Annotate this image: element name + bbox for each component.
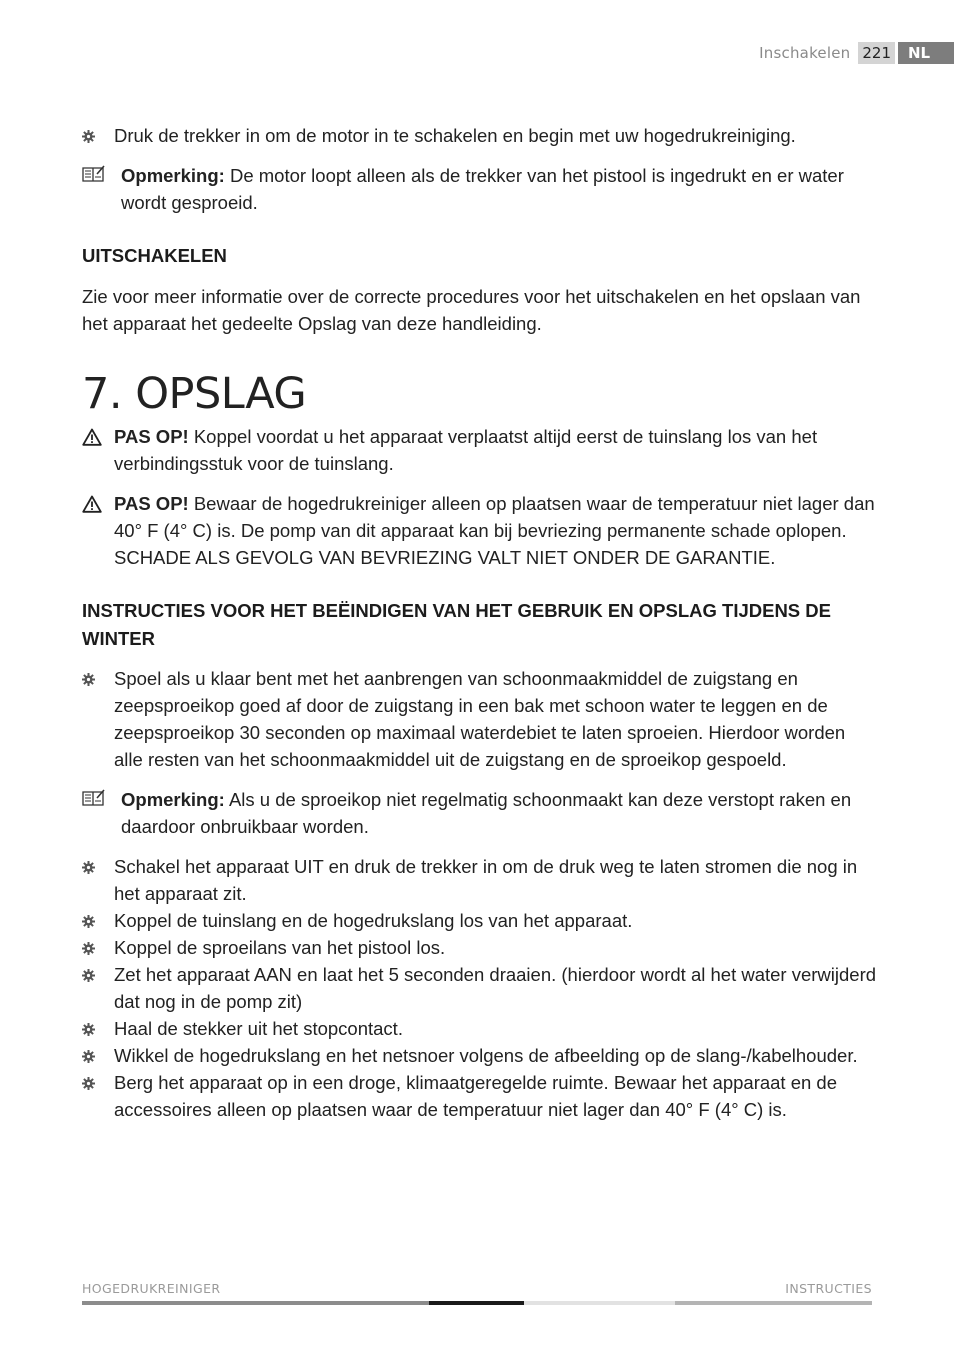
list-item [82,853,877,907]
gear-bullet-icon [82,1077,95,1090]
page-content [82,122,877,1123]
open-book-note-icon [82,789,106,807]
list-item [82,961,877,1015]
page-header [759,42,954,64]
list-item-text: Berg het apparaat op in een droge, klimaatgeregelde ruimte. Bewaar het apparaat en de accessoires alleen op plaatsen waar de temperatuur niet lager dan 40° F (4° C) is. [114,1072,838,1120]
bullet-list-rinse [82,665,877,773]
list-item-text: Zet het apparaat AAN en laat het 5 seconden draaien. (hierdoor wordt al het water verwijderd dat nog in de pomp zit) [114,964,877,1012]
gear-bullet-icon [82,130,95,143]
list-item-text: Wikkel de hogedrukslang en het netsnoer volgens de afbeelding op de slang-/kabelhouder. [114,1045,858,1066]
gear-bullet-icon [82,915,95,928]
language-badge: NL [898,42,954,64]
paragraph-uitschakelen: Zie voor meer informatie over de correcte procedures voor het uitschakelen en het opslaan van het apparaat het gedeelte Opslag van deze handleiding. [82,286,861,334]
note-text: De motor loopt alleen als de trekker van het pistool is ingedrukt en er water wordt gesproeid. [121,165,844,213]
warning-triangle-icon [82,428,102,446]
warning-text: Bewaar de hogedrukreiniger alleen op plaatsen waar de temperatuur niet lager dan 40° F (4° C) is. De pomp van dit apparaat kan bij bevriezing permanente schade oplopen. SCHADE ALS GEVOLG VAN BEVRIEZING VALT NIET ONDER DE GARANTIE. [114,493,875,568]
header-section-title: Inschakelen [759,44,851,62]
gear-bullet-icon [82,942,95,955]
section-heading-uitschakelen: UITSCHAKELEN [82,245,227,266]
gear-bullet-icon [82,969,95,982]
footer-bar-segment [82,1301,429,1305]
bullet-list-start [82,122,877,149]
list-item [82,665,877,773]
list-item [82,934,877,961]
chapter-title: 7. OPSLAG [82,369,307,419]
note-motor [82,162,877,216]
warning-text: Koppel voordat u het apparaat verplaatst altijd eerst de tuinslang los van het verbindingsstuk voor de tuinslang. [114,426,818,474]
list-item-text: Schakel het apparaat UIT en druk de trekker in om de druk weg te laten stromen die nog in het apparaat zit. [114,856,858,904]
footer-chapter-name: INSTRUCTIES [785,1281,872,1296]
warning-tuinslang [82,423,877,477]
section-heading-winter: INSTRUCTIES VOOR HET BEËINDIGEN VAN HET GEBRUIK EN OPSLAG TIJDENS DE WINTER [82,600,831,649]
warning-label: PAS OP! [114,426,189,447]
page-footer [82,1281,872,1296]
note-sproeikop [82,786,877,840]
gear-bullet-icon [82,1050,95,1063]
gear-bullet-icon [82,673,95,686]
warning-temperatuur [82,490,877,571]
footer-bar-segment [675,1301,872,1305]
footer-bar-segment [429,1301,524,1305]
footer-product-name: HOGEDRUKREINIGER [82,1281,221,1296]
list-item-text: Koppel de tuinslang en de hogedrukslang los van het apparaat. [114,910,633,931]
list-item-text: Haal de stekker uit het stopcontact. [114,1018,403,1039]
note-label: Opmerking: [121,789,225,810]
bullet-list-steps [82,853,877,1123]
list-item-text: Druk de trekker in om de motor in te schakelen en begin met uw hogedrukreiniging. [114,125,796,146]
gear-bullet-icon [82,861,95,874]
footer-bar-segment [524,1301,675,1305]
warning-label: PAS OP! [114,493,189,514]
warning-triangle-icon [82,495,102,513]
page-number: 221 [858,42,895,64]
list-item [82,1042,877,1069]
list-item [82,122,877,149]
list-item-text: Koppel de sproeilans van het pistool los. [114,937,446,958]
note-label: Opmerking: [121,165,225,186]
list-item [82,1069,877,1123]
list-item-text: Spoel als u klaar bent met het aanbrengen van schoonmaakmiddel de zuigstang en zeepsproeikop goed af door de zuigstang in een bak met schoon water te leggen en de zeepsproeikop 30 seconden op maximaal waterdebiet te laten sproeien. Hierdoor worden alle resten van het schoonmaakmiddel uit de zuigstang en de sproeikop gespoeld. [114,668,846,770]
list-item [82,1015,877,1042]
footer-divider-bar [82,1301,872,1305]
open-book-note-icon [82,165,106,183]
note-text: Als u de sproeikop niet regelmatig schoonmaakt kan deze verstopt raken en daardoor onbruikbaar worden. [121,789,852,837]
list-item [82,907,877,934]
gear-bullet-icon [82,1023,95,1036]
